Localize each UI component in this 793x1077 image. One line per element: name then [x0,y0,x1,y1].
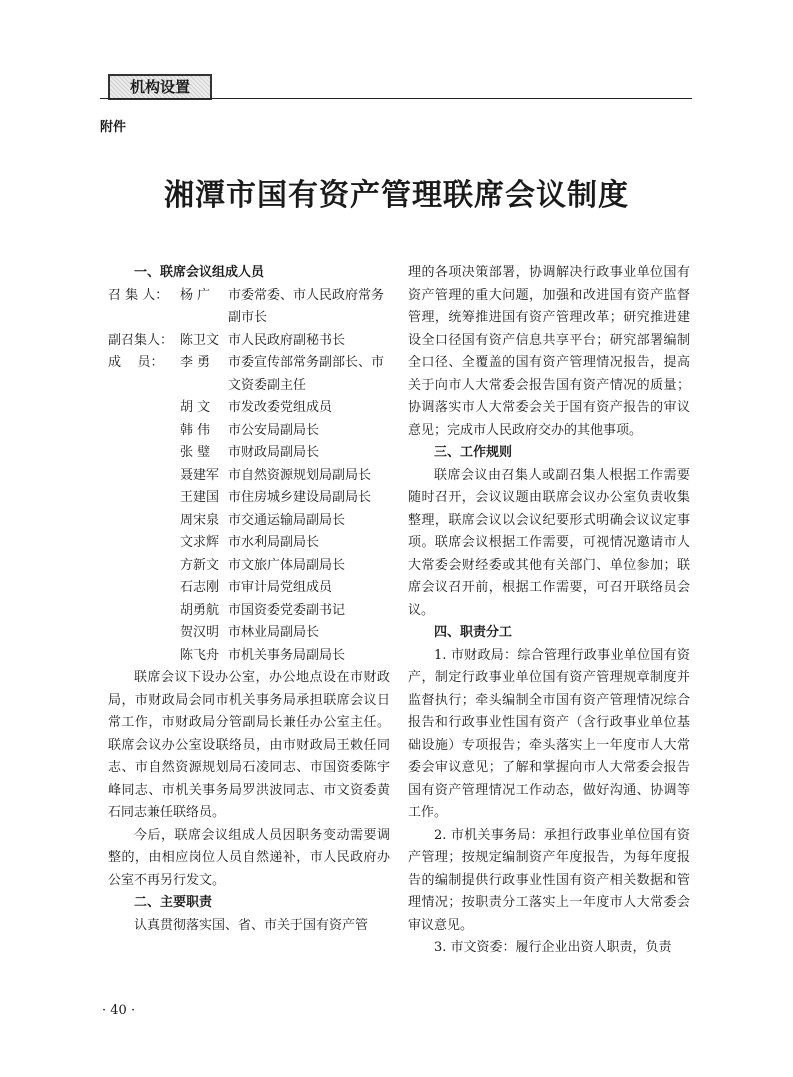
member-role [108,622,180,645]
member-position: 市人民政府副秘书长 [228,332,346,348]
member-role [108,510,180,533]
member-role [108,577,180,600]
member-row [108,510,390,533]
section-heading: 四、职责分工 [434,625,513,640]
paragraph-division-3: 3. 市文资委：履行企业出资人职责，负责 [434,940,672,955]
member-name: 杨 广 [180,287,211,303]
member-position: 市公安局副局长 [228,422,320,438]
member-row [108,555,390,578]
member-row [108,352,390,397]
member-role: 召 集 人： [108,287,169,303]
paragraph-duties-start: 认真贯彻落实国、省、市关于国有资产管 [134,917,369,933]
section-heading: 一、联席会议组成人员 [134,265,265,280]
member-row [108,600,390,623]
page-number: · 40 · [102,1003,136,1018]
member-row [108,532,390,555]
member-position: 市委宣传部常务副部长、市文资委副主任 [228,355,385,393]
member-position: 市文旅广体局副局长 [228,557,346,573]
section-label: 机构设置 [108,74,212,100]
member-row [108,622,390,645]
member-role: 副召集人： [108,332,174,348]
member-row [108,330,390,353]
member-name: 贺汉明 [180,625,220,640]
member-position: 市国资委党委副书记 [228,602,346,618]
attachment-label: 附件 [100,120,127,135]
member-name: 陈卫文 [180,332,220,348]
member-name: 王建国 [180,490,220,505]
member-row [108,285,390,330]
document-title: 湘潭市国有资产管理联席会议制度 [164,178,629,213]
paragraph-division-2: 2. 市机关事务局：承担行政事业单位国有资产管理；按规定编制资产年度报告，为每年度报告的编制提供行政事业性国有资产相关数据和管理情况；按职责分工落实上一年度市人大常委会审议意见。 [408,827,690,933]
member-row [108,577,390,600]
paragraph-office: 联席会议下设办公室，办公地点设在市财政局，市财政局会同市机关事务局承担联席会议日常工作，市财政局分管副局长兼任办公室主任。联席会议办公室设联络员，由市财政局王敕任同志、市自然资源规划局石凌同志、市国资委陈宇峰同志、市机关事务局罗洪波同志、市文资委黄石同志兼任联络员。 [108,670,390,820]
member-position: 市交通运输局副局长 [228,512,346,528]
member-row [108,397,390,420]
member-list [108,285,390,668]
member-role [108,487,180,510]
member-row [108,487,390,510]
member-role [108,442,180,465]
member-position: 市机关事务局副局长 [228,647,346,663]
member-role: 成 员： [108,355,164,370]
member-role [108,532,180,555]
header-divider [100,98,692,99]
member-name: 张 璧 [180,445,211,460]
member-name: 陈飞舟 [180,647,220,663]
member-row [108,645,390,668]
member-role [108,397,180,420]
member-row [108,465,390,488]
member-role [108,465,180,488]
member-position: 市林业局副局长 [228,625,320,640]
member-role [108,420,180,443]
paragraph-division-1: 1. 市财政局：综合管理行政事业单位国有资产，制定行政事业单位国有资产管理规章制度并监督执行；牵头编制全市国有资产管理情况综合报告和行政事业性国有资产（含行政事业单位基础设施）专项报告；牵头落实上一年度市人大常委会审议意见；了解和掌握向市人大常委会报告国有资产管理情况工作动态，做好沟通、协调等工作。 [408,647,690,820]
left-column [108,262,390,937]
member-name: 韩 伟 [180,422,211,438]
member-name: 石志刚 [180,580,220,595]
member-name: 聂建军 [180,467,220,483]
member-name: 方新文 [180,557,220,573]
member-name: 李 勇 [180,355,211,370]
paragraph-changes: 今后，联席会议组成人员因职务变动需要调整的，由相应岗位人员自然递补，市人民政府办公室不再另行发文。 [108,827,390,888]
paragraph-rules: 联席会议由召集人或副召集人根据工作需要随时召开，会议议题由联席会议办公室负责收集整理，联席会议以会议纪要形式明确会议议定事项。联席会议根据工作需要，可视情况邀请市人大常委会财经委或其他有关部门、单位参加；联席会议召开前，根据工作需要，可召开联络员会议。 [408,467,690,618]
member-position: 市住房城乡建设局副局长 [228,490,372,505]
member-role [108,555,180,578]
member-position: 市委常委、市人民政府常务副市长 [228,287,385,325]
member-row [108,420,390,443]
member-position: 市自然资源规划局副局长 [228,467,372,483]
member-name: 胡 文 [180,400,211,415]
paragraph-duties-cont: 理的各项决策部署，协调解决行政事业单位国有资产管理的重大问题，加强和改进国有资产监督管理，统筹推进国有资产管理改革；研究推进建设全口径国有资产信息共享平台；研究部署编制全口径、全覆盖的国有资产管理情况报告，提高关于向市人大常委会报告国有资产情况的质量；协调落实市人大常委会关于国有资产报告的审议意见；完成市人民政府交办的其他事项。 [408,265,690,438]
member-position: 市财政局副局长 [228,445,320,460]
member-name: 文求辉 [180,535,220,550]
member-row [108,442,390,465]
member-role [108,600,180,623]
section-heading: 二、主要职责 [134,895,213,910]
right-column [408,262,690,960]
section-heading: 三、工作规则 [434,445,513,460]
member-position: 市水利局副局长 [228,535,320,550]
member-name: 周宋泉 [180,512,220,528]
member-position: 市发改委党组成员 [228,400,333,415]
member-role [108,645,180,668]
member-name: 胡勇航 [180,602,220,618]
member-position: 市审计局党组成员 [228,580,333,595]
